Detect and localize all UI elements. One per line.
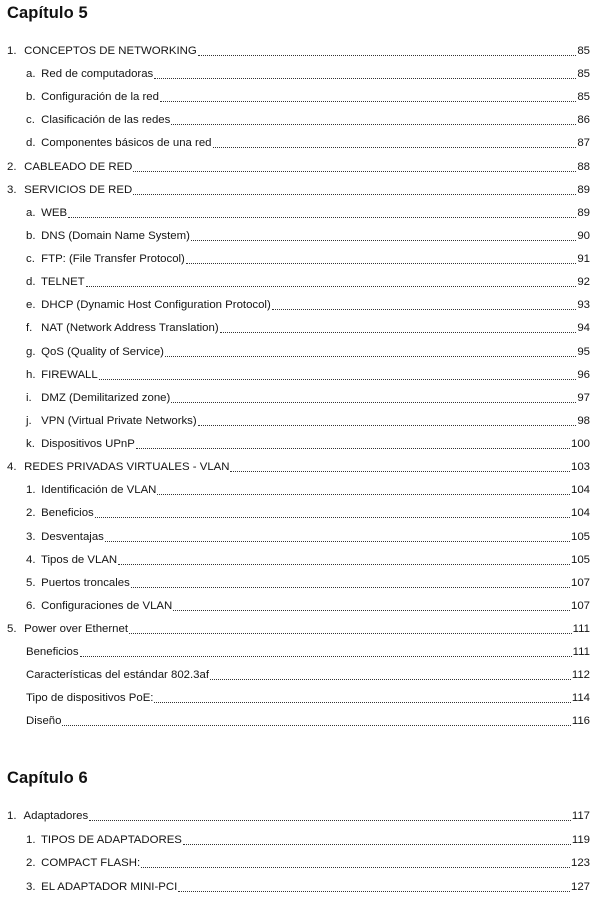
dot-leader <box>210 668 571 680</box>
toc-entry-number: i. <box>26 391 32 404</box>
toc-entry-label <box>26 345 164 359</box>
toc-entry[interactable] <box>0 177 600 197</box>
toc-entry-label <box>26 67 153 81</box>
toc-entry-page-number: 107 <box>570 599 590 612</box>
toc-entry-label <box>7 44 197 58</box>
dot-leader <box>171 391 576 403</box>
toc-entry-number: h. <box>26 368 36 381</box>
toc-entry-text: WEB <box>41 206 68 219</box>
toc-entry[interactable] <box>0 616 600 636</box>
toc-entry-page-number: 87 <box>577 137 590 150</box>
toc-entry[interactable] <box>0 385 600 405</box>
toc-entry-number: 3. <box>7 183 17 196</box>
toc-entry-page-number: 103 <box>570 461 590 474</box>
toc-entry-label <box>26 668 209 682</box>
toc-entry[interactable] <box>0 827 600 847</box>
toc-entry-label <box>26 206 67 220</box>
toc-entry-label <box>26 391 170 405</box>
toc-entry-page-number: 92 <box>577 276 590 289</box>
toc-entry-text: Dispositivos UPnP <box>41 438 135 451</box>
toc-entry-text: Adaptadores <box>23 810 89 822</box>
toc-entry-label <box>26 113 170 127</box>
toc-entry-page-number: 98 <box>577 414 590 427</box>
toc-entry-number: f. <box>26 322 33 335</box>
dot-leader <box>191 229 576 241</box>
toc-entry-label <box>26 530 104 544</box>
toc-entry-page-number: 85 <box>577 91 590 104</box>
toc-entry-page-number: 91 <box>577 253 590 266</box>
toc-entry-label <box>26 229 190 243</box>
toc-entry[interactable] <box>0 246 600 266</box>
toc-entry-text: DNS (Domain Name System) <box>41 229 190 242</box>
toc-entry-number: 4. <box>26 553 36 566</box>
toc-entry-text: TELNET <box>40 276 85 289</box>
toc-entry[interactable] <box>0 431 600 451</box>
dot-leader <box>133 160 576 172</box>
toc-entry-text: SERVICIOS DE RED <box>24 183 133 196</box>
toc-entry-page-number: 111 <box>572 646 590 659</box>
toc-entry[interactable] <box>0 708 600 728</box>
toc-entry-label <box>7 183 132 197</box>
toc-entry[interactable] <box>0 362 600 382</box>
toc-entry-text: Desventajas <box>41 530 104 543</box>
toc-entry-text: Red de computadoras <box>41 68 154 81</box>
toc-entry-number: 2. <box>26 507 36 520</box>
toc-entry-page-number: 96 <box>577 368 590 381</box>
toc-entry-label <box>7 160 132 174</box>
toc-entry-text: Tipo de dispositivos PoE: <box>26 692 154 705</box>
toc-entry-page-number: 94 <box>577 322 590 335</box>
toc-entry-page-number: 89 <box>577 206 590 219</box>
toc-entry-label <box>26 437 135 451</box>
toc-entry[interactable] <box>0 639 600 659</box>
toc-entry-label <box>7 809 88 823</box>
dot-leader <box>183 833 571 845</box>
toc-entry[interactable] <box>0 547 600 567</box>
toc-entry[interactable] <box>0 315 600 335</box>
toc-entry-number: d. <box>26 137 36 150</box>
toc-entry-label <box>26 321 219 335</box>
toc-entry[interactable] <box>0 874 600 894</box>
toc-entry[interactable] <box>0 269 600 289</box>
toc-entry-text: DMZ (Demilitarized zone) <box>41 391 171 404</box>
toc-entry-page-number: 90 <box>577 229 590 242</box>
dot-leader <box>154 691 570 703</box>
toc-entry-label <box>26 833 182 847</box>
toc-entry-label <box>26 714 61 728</box>
toc-entry-number: 1. <box>26 484 36 497</box>
toc-entry-number: c. <box>26 114 35 127</box>
toc-entry-number: b. <box>26 91 36 104</box>
toc-entry-text: Componentes básicos de una red <box>41 137 212 150</box>
toc-entry-text: Power over Ethernet <box>24 623 129 635</box>
dot-leader <box>198 414 577 426</box>
toc-entry-text: VPN (Virtual Private Networks) <box>41 414 197 427</box>
toc-entry-text: EL ADAPTADOR MINI-PCI <box>41 880 178 893</box>
toc-entry-text: FTP: (File Transfer Protocol) <box>41 253 185 266</box>
toc-entry-number: 6. <box>26 599 36 612</box>
toc-entry-label <box>26 136 212 150</box>
dot-leader <box>272 298 577 310</box>
toc-entry[interactable] <box>0 570 600 590</box>
toc-entry-page-number: 93 <box>577 299 590 312</box>
dot-leader <box>129 622 572 634</box>
toc-entry-text: CABLEADO DE RED <box>24 160 133 173</box>
toc-entry[interactable] <box>0 154 600 174</box>
dot-leader <box>173 599 570 611</box>
toc-entry[interactable] <box>0 803 600 823</box>
toc-entry-label <box>26 252 185 266</box>
toc-entry-text: TIPOS DE ADAPTADORES <box>40 833 182 846</box>
toc-entry-page-number: 104 <box>570 484 590 497</box>
toc-entry-label <box>26 691 153 705</box>
toc-entry-number: 1. <box>26 833 36 846</box>
dot-leader <box>136 437 570 449</box>
toc-entry-text: Configuración de la red <box>41 91 159 104</box>
dot-leader <box>118 553 570 565</box>
toc-entry-number: 4. <box>7 461 17 474</box>
toc-entry-text: Clasificación de las redes <box>41 114 171 127</box>
toc-entry[interactable] <box>0 477 600 497</box>
toc-entry-label <box>7 460 229 474</box>
toc-entry-page-number: 127 <box>570 880 590 893</box>
toc-entry-page-number: 105 <box>570 553 590 566</box>
toc-entry[interactable] <box>0 130 600 150</box>
toc-entry[interactable] <box>0 339 600 359</box>
toc-entry-text: Características del estándar 802.3af <box>26 669 209 682</box>
toc-entry-number: g. <box>26 345 36 358</box>
toc-entry-page-number: 107 <box>570 576 590 589</box>
toc-entry-text: Beneficios <box>41 507 94 520</box>
dot-leader <box>133 183 576 195</box>
toc-entry-page-number: 85 <box>577 45 590 57</box>
toc-entry[interactable] <box>0 61 600 81</box>
toc-entry-page-number: 97 <box>577 391 590 404</box>
toc-entry[interactable] <box>0 524 600 544</box>
toc-entry-text: Diseño <box>26 715 62 728</box>
toc-entry[interactable] <box>0 84 600 104</box>
toc-entry[interactable] <box>0 38 600 58</box>
toc-entry-number: 1. <box>7 810 17 822</box>
toc-entry-label <box>26 576 130 590</box>
toc-entry-label <box>26 506 94 520</box>
toc-entry-label <box>26 298 271 312</box>
toc-entry-text: REDES PRIVADAS VIRTUALES - VLAN <box>24 461 230 474</box>
toc-entry-text: FIREWALL <box>41 368 98 381</box>
dot-leader <box>86 275 577 287</box>
toc-entry[interactable] <box>0 107 600 127</box>
toc-entry-number: b. <box>26 229 36 242</box>
toc-entry[interactable] <box>0 223 600 243</box>
toc-entry-text: NAT (Network Address Translation) <box>41 322 219 335</box>
dot-leader <box>105 530 570 542</box>
toc-entry-number: 1. <box>7 45 17 57</box>
toc-entry[interactable] <box>0 408 600 428</box>
toc-entry-label <box>26 553 117 567</box>
toc-entry-text: Puertos troncales <box>41 576 130 589</box>
toc-entry-label <box>26 599 172 613</box>
toc-entry-label <box>26 414 197 428</box>
toc-entry-number: 2. <box>7 160 17 173</box>
dot-leader <box>80 645 572 657</box>
toc-entry-label <box>26 368 98 382</box>
toc-entry-page-number: 100 <box>570 438 590 451</box>
dot-leader <box>62 714 570 726</box>
dot-leader <box>157 483 570 495</box>
toc-entry-page-number: 88 <box>577 160 590 173</box>
toc-entry[interactable] <box>0 200 600 220</box>
dot-leader <box>178 880 570 892</box>
toc-entry-text: COMPACT FLASH: <box>41 857 141 869</box>
toc-entry-label <box>26 880 177 894</box>
toc-entry-label <box>26 90 159 104</box>
toc-entry-text: Beneficios <box>26 646 79 659</box>
toc-entry-number: 5. <box>7 623 17 635</box>
toc-entry-number: a. <box>26 68 36 81</box>
toc-entry-page-number: 95 <box>577 345 590 358</box>
toc-entry-text: Tipos de VLAN <box>40 553 118 566</box>
chapter-title: Capítulo 5 <box>7 4 88 22</box>
toc-entry-page-number: 116 <box>571 715 590 728</box>
dot-leader <box>141 856 570 868</box>
toc-entry-text: Configuraciones de VLAN <box>41 599 173 612</box>
toc-entry-number: j. <box>26 414 32 427</box>
dot-leader <box>131 576 570 588</box>
dot-leader <box>220 321 577 333</box>
toc-entry[interactable] <box>0 593 600 613</box>
toc-entry-text: Identificación de VLAN <box>41 484 157 497</box>
toc-entry-page-number: 114 <box>571 692 590 705</box>
dot-leader <box>160 90 576 102</box>
toc-entry-text: DHCP (Dynamic Host Configuration Protocol) <box>41 299 271 312</box>
chapter-title: Capítulo 6 <box>7 769 88 787</box>
toc-entry-text: QoS (Quality of Service) <box>41 345 164 358</box>
toc-entry-label <box>26 856 140 870</box>
toc-entry-page-number: 111 <box>572 623 590 635</box>
toc-entry-number: 2. <box>26 857 36 869</box>
dot-leader <box>95 506 570 518</box>
toc-entry-text: CONCEPTOS DE NETWORKING <box>24 45 197 57</box>
toc-entry-number: c. <box>26 253 35 266</box>
toc-entry-label <box>26 483 156 497</box>
toc-entry-page-number: 85 <box>577 68 590 81</box>
toc-entry-page-number: 123 <box>570 857 590 869</box>
dot-leader <box>186 252 576 264</box>
toc-entry-number: e. <box>26 299 36 312</box>
dot-leader <box>165 345 576 357</box>
toc-entry-number: k. <box>26 438 35 451</box>
dot-leader <box>68 206 576 218</box>
dot-leader <box>198 44 577 56</box>
toc-entry-page-number: 117 <box>571 810 590 822</box>
dot-leader <box>99 368 577 380</box>
toc-entry-label <box>26 645 79 659</box>
toc-entry-page-number: 89 <box>577 183 590 196</box>
toc-entry-number: a. <box>26 206 36 219</box>
toc-entry[interactable] <box>0 685 600 705</box>
toc-entry-number: 3. <box>26 530 36 543</box>
toc-entry[interactable] <box>0 850 600 870</box>
dot-leader <box>171 113 576 125</box>
toc-entry[interactable] <box>0 500 600 520</box>
toc-entry[interactable] <box>0 292 600 312</box>
toc-entry-page-number: 119 <box>571 833 590 846</box>
toc-entry-label <box>7 622 128 636</box>
toc-entry-number: 5. <box>26 576 36 589</box>
toc-entry-number: 3. <box>26 880 36 893</box>
toc-entry-page-number: 105 <box>570 530 590 543</box>
toc-entry[interactable] <box>0 454 600 474</box>
dot-leader <box>89 809 571 821</box>
dot-leader <box>213 136 577 148</box>
dot-leader <box>230 460 570 472</box>
toc-entry-page-number: 104 <box>570 507 590 520</box>
toc-entry[interactable] <box>0 662 600 682</box>
toc-entry-page-number: 86 <box>577 114 590 127</box>
toc-entry-label <box>26 275 85 289</box>
toc-entry-number: d. <box>26 276 36 289</box>
toc-entry-page-number: 112 <box>571 669 590 682</box>
dot-leader <box>154 67 576 79</box>
